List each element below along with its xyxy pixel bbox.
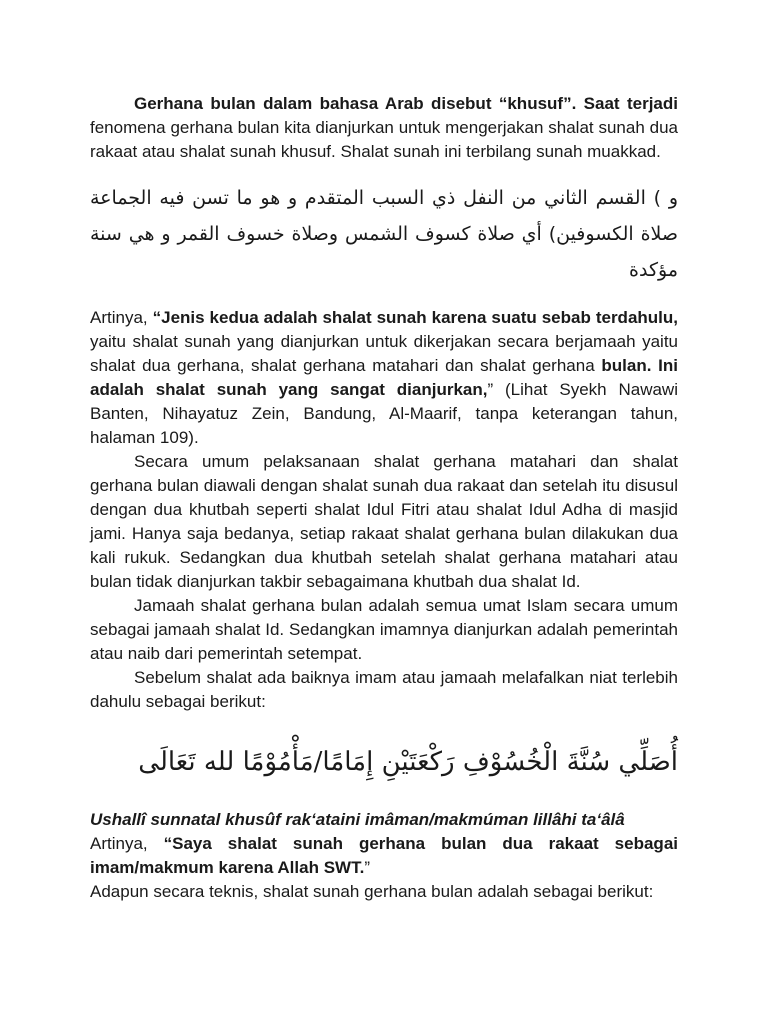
intro-bold: Gerhana bulan dalam bahasa Arab disebut “khusuf”. Saat terjadi xyxy=(134,94,678,113)
artinya-bold-2: bulan. Ini adalah shalat sunah yang sangat dianjurkan, xyxy=(90,356,679,399)
artinya-text-2: ” (Lihat Syekh xyxy=(487,380,607,399)
artinya-bold-1: “Jenis kedua adalah shalat sunah karena suatu sebab terdahulu, xyxy=(152,308,678,327)
arabic-quote: و ) القسم الثاني من النفل ذي السبب المتقدم و هو ما تسن فيه الجماعة صلاة الكسوفين) أي صلاة كسوف الشمس وصلاة خسوف القمر و هي سنة مؤكدة xyxy=(90,187,678,281)
intro-rest: fenomena gerhana bulan kita dianjurkan untuk mengerjakan shalat sunah dua rakaat atau shalat sunah khusuf. Shalat sunah ini terbilang sunah muakkad. xyxy=(90,118,678,161)
artinya-text-1: yaitu shalat sunah yang dianjurkan untuk dikerjakan secara berjamaah yaitu shalat dua gerhana, shalat gerhana matahari dan shalat gerhana xyxy=(90,332,678,375)
paragraph-jamaah: Jamaah shalat gerhana bulan adalah semua umat Islam secara umum sebagai jamaah shalat Id. Sedangkan imamnya dianjurkan adalah pemerintah atau naib dari pemerintah setempat. xyxy=(90,596,678,663)
niat-latin: Ushallî sunnatal khusûf rak‘ataini imâman/makmúman lillâhi ta‘âlâ xyxy=(90,810,625,829)
artinya-bold-3: “Saya shalat sunah gerhana bulan dua rakaat sebagai imam/makmum karena Allah SWT. xyxy=(90,834,678,877)
paragraph-artinya-2 xyxy=(90,832,678,880)
artinya-label-2: Artinya, xyxy=(90,834,164,853)
artinya-label: Artinya, xyxy=(90,308,153,327)
niat-arabic: أُصَلِّي سُنَّةَ الْخُسُوْفِ رَكْعَتَيْنِ إِمَامًا/مَأْمُوْمًا لله تَعَالَى xyxy=(138,747,678,777)
paragraph-intro xyxy=(90,92,678,164)
paragraph-niat-intro: Sebelum shalat ada baiknya imam atau jamaah melafalkan niat terlebih dahulu sebagai berikut: xyxy=(90,668,678,711)
paragraph-teknis: Adapun secara teknis, shalat sunah gerhana bulan adalah sebagai berikut: xyxy=(90,882,654,901)
paragraph-pelaksanaan: Secara umum pelaksanaan shalat gerhana matahari dan shalat gerhana bulan diawali dengan shalat sunah dua rakaat dan setelah itu disusul dengan dua khutbah seperti shalat Idul Fitri atau shalat Idul Adha di masjid jami. Hanya saja bedanya, setiap rakaat shalat gerhana bulan dilakukan dua kali rukuk. Sedangkan dua khutbah setelah shalat gerhana matahari atau bulan tidak dianjurkan takbir sebagaimana khutbah dua shalat Id. xyxy=(90,452,678,591)
artinya-close-quote: ” xyxy=(364,858,370,877)
paragraph-artinya-1 xyxy=(90,306,678,450)
artinya-text-3: Nawawi Banten, Nihayatuz Zein, Bandung, Al-Maarif, tanpa keterangan tahun, halaman 109). xyxy=(90,380,678,447)
